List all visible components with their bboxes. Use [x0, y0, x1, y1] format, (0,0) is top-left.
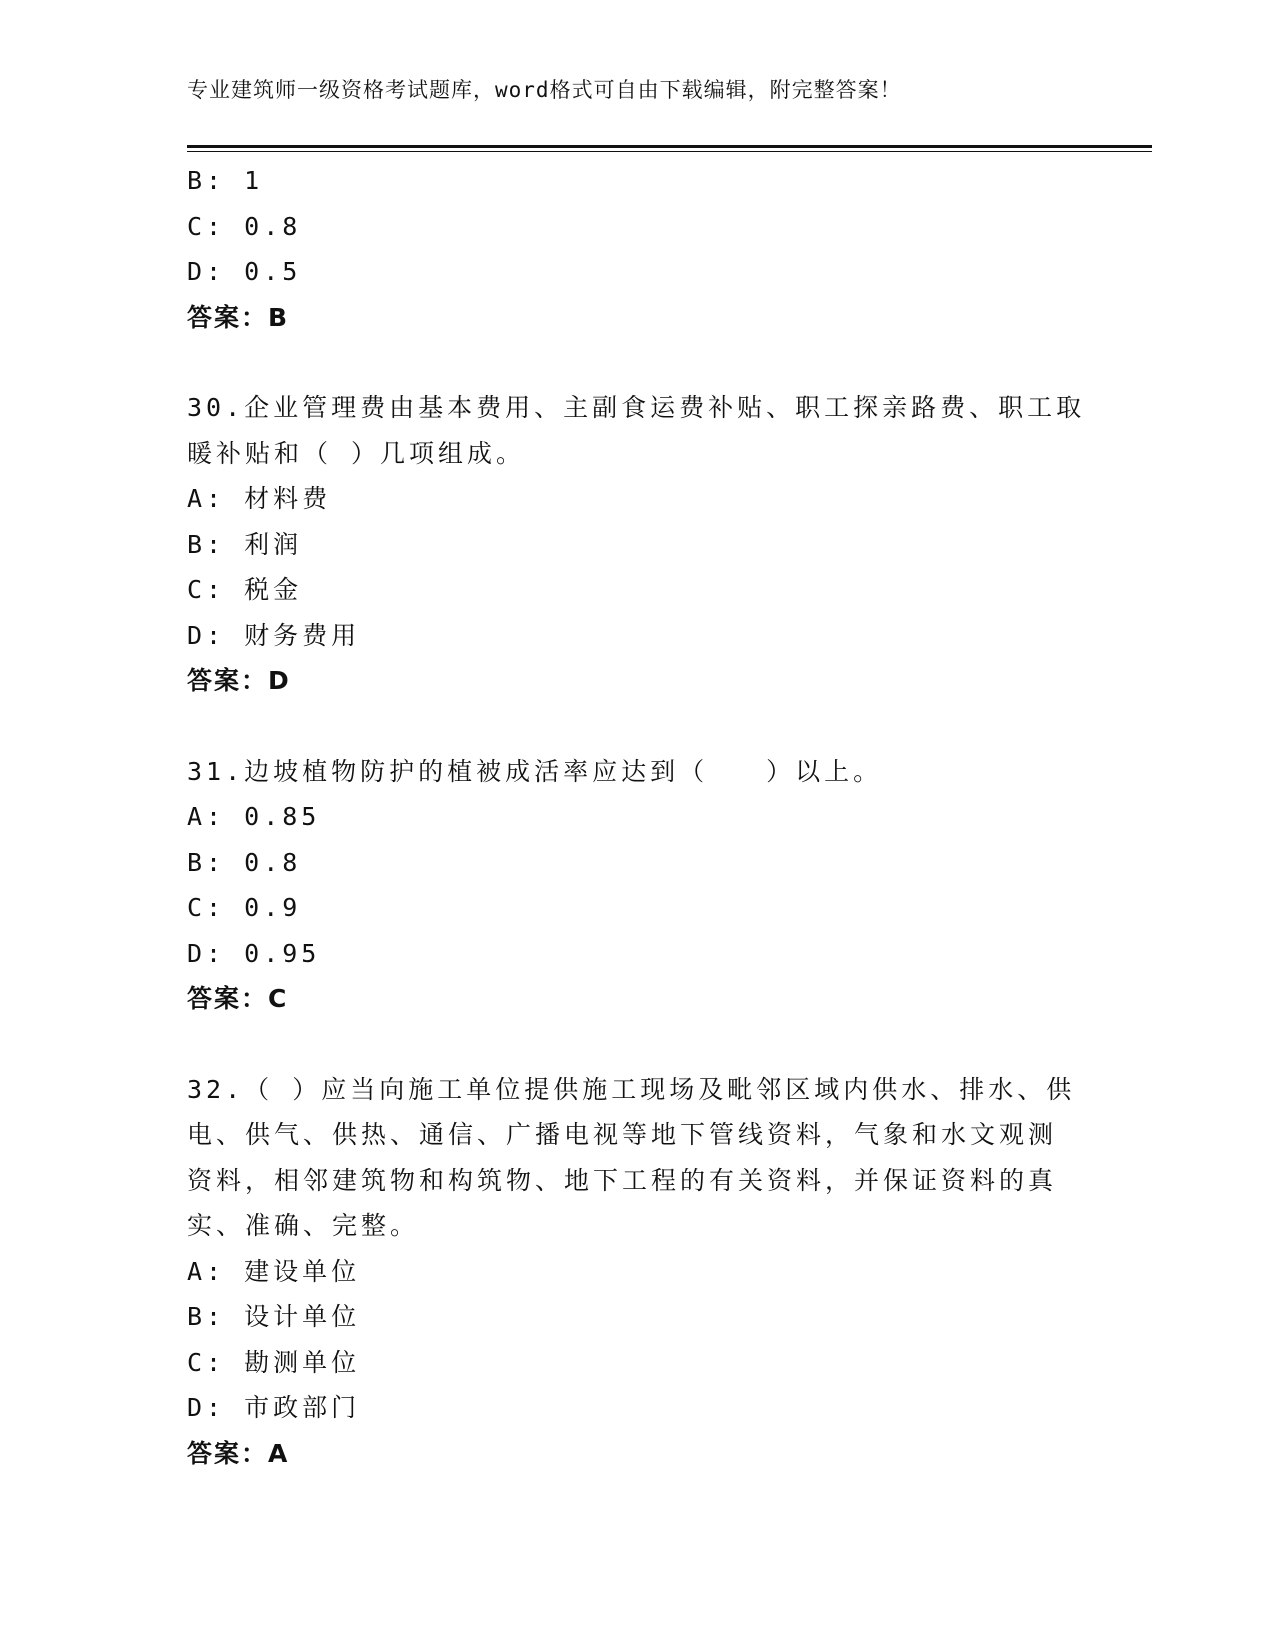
- question-31: [187, 749, 1077, 1022]
- question-text: 暖补贴和（ ）几项组成。: [187, 438, 526, 468]
- question-32: [187, 1067, 1077, 1477]
- answer: 答案：D: [187, 666, 291, 695]
- option-c: C: 勘测单位: [187, 1347, 361, 1377]
- page-header: 专业建筑师一级资格考试题库，word格式可自由下载编辑，附完整答案！: [187, 78, 902, 102]
- option-a: A: 材料费: [187, 484, 332, 513]
- question-30: [187, 385, 1086, 704]
- document-body: [187, 158, 1086, 1476]
- question-29-tail: [187, 158, 1077, 340]
- option-d: D: 市政部门: [187, 1393, 361, 1422]
- option-b: B: 1: [187, 166, 264, 195]
- answer: 答案：B: [187, 302, 290, 332]
- option-d: D: 财务费用: [187, 620, 361, 650]
- option-b: B: 0.8: [187, 847, 302, 877]
- question-text: 电、供气、供热、通信、广播电视等地下管线资料，气象和水文观测: [187, 1120, 1058, 1149]
- option-a: A: 建设单位: [187, 1256, 361, 1286]
- header-rule-thick: [187, 145, 1152, 148]
- option-c: C: 0.9: [187, 893, 302, 922]
- option-b: B: 设计单位: [187, 1302, 361, 1331]
- question-text: 资料，相邻建筑物和构筑物、地下工程的有关资料，并保证资料的真: [187, 1165, 1058, 1195]
- header-rule-thin: [187, 151, 1152, 152]
- question-text: 31.边坡植物防护的植被成活率应达到（ ）以上。: [187, 756, 883, 786]
- option-d: D: 0.5: [187, 257, 302, 286]
- option-d: D: 0.95: [187, 938, 321, 968]
- option-c: C: 0.8: [187, 211, 302, 241]
- question-text: 32.（ ）应当向施工单位提供施工现场及毗邻区域内供水、排水、供: [187, 1074, 1076, 1104]
- option-a: A: 0.85: [187, 802, 321, 831]
- option-b: B: 利润: [187, 529, 303, 559]
- question-text: 30.企业管理费由基本费用、主副食运费补贴、职工探亲路费、职工取: [187, 393, 1086, 422]
- answer: 答案：A: [187, 1438, 290, 1468]
- answer: 答案：C: [187, 984, 289, 1013]
- question-text: 实、准确、完整。: [187, 1211, 420, 1240]
- option-c: C: 税金: [187, 575, 303, 604]
